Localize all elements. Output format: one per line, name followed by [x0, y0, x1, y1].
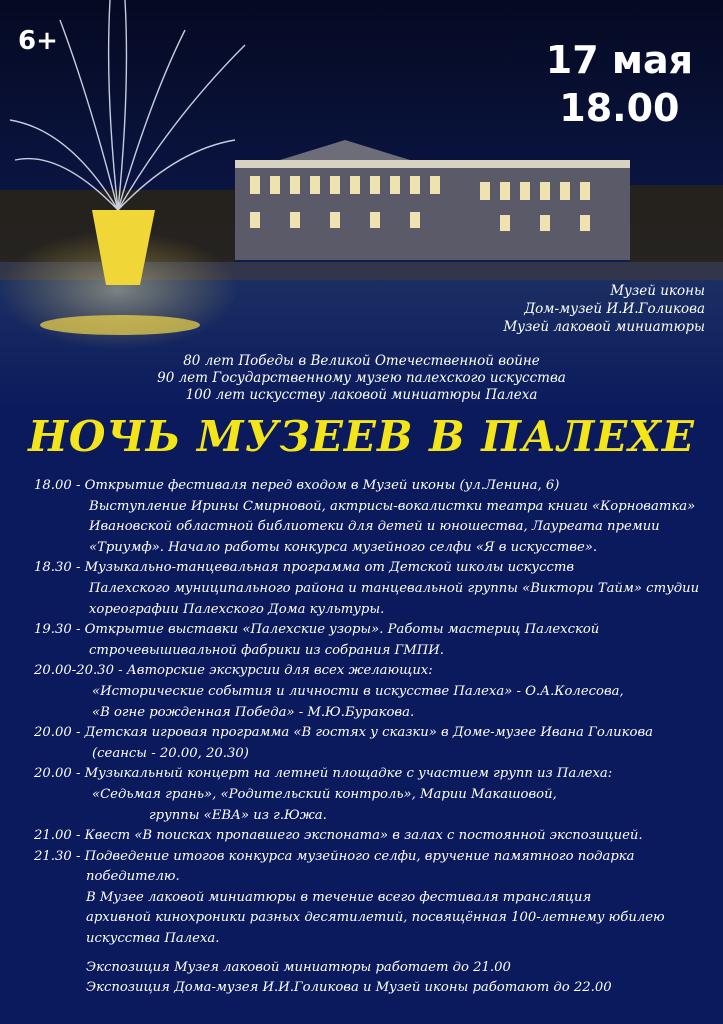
program-line: 18.00 - Открытие фестиваля перед входом в Музей иконы (ул.Ленина, 6): [34, 478, 560, 493]
program-line: Экспозиция Музея лаковой миниатюры работает до 21.00: [86, 959, 511, 975]
anniversary-line: 90 лет Государственному музею палехского искусства: [157, 370, 566, 386]
program-line: Палехского муниципального района и танцевальной группы «Виктори Тайм» студии: [89, 580, 700, 596]
anniversary-line: 100 лет искусству лаковой миниатюры Палеха: [185, 387, 538, 403]
program-line: хореографии Палехского Дома культуры.: [89, 601, 385, 617]
event-date-time: [546, 36, 693, 132]
museum-building: [235, 160, 630, 260]
program-line: «Исторические события и личности в искусстве Палеха» - О.А.Колесова,: [92, 683, 624, 699]
program-line: В Музее лаковой миниатюры в течение всего фестиваля трансляция: [86, 889, 592, 905]
program-line: искусства Палеха.: [86, 931, 220, 947]
poster-title: НОЧЬ МУЗЕЕВ В ПАЛЕХЕ: [28, 412, 695, 461]
program-line: «В огне рожденная Победа» - М.Ю.Буракова.: [92, 704, 415, 720]
program-line: 20.00-20.30 - Авторские экскурсии для всех желающих:: [34, 663, 433, 679]
program-line: 18.30 - Музыкально-танцевальная программа от Детской школы искусств: [34, 560, 575, 576]
program-line: «Триумф». Начало работы конкурса музейного селфи «Я в искусстве».: [89, 539, 598, 555]
museum-item: Музей лаковой миниатюры: [503, 319, 705, 335]
museum-item: Дом-музей И.И.Голикова: [524, 301, 705, 317]
program-line: 19.30 - Открытие выставки «Палехские узоры». Работы мастериц Палехской: [34, 622, 600, 638]
anniversaries: [0, 353, 723, 404]
program-line: (сеансы - 20.00, 20.30): [92, 745, 249, 761]
program-line: 21.00 - Квест «В поисках пропавшего экспоната» в залах с постоянной экспозицией.: [34, 828, 643, 844]
program-line: группы «ЕВА» из г.Южа.: [149, 807, 327, 823]
event-time: 18.00: [559, 86, 680, 130]
program-line: строчевышивальной фабрики из собрания ГМПИ.: [89, 642, 444, 658]
program-line: Ивановской областной библиотеки для детей и юношества, Лауреата премии: [89, 519, 660, 535]
program-line: победителю.: [86, 869, 180, 885]
program-line: Выступление Ирины Смирновой, актрисы-вокалистки театра книги «Корноватка»: [89, 498, 696, 514]
program-schedule: [34, 476, 714, 999]
anniversary-line: 80 лет Победы в Великой Отечественной войне: [183, 353, 540, 369]
program-line: 21.30 - Подведение итогов конкурса музейного селфи, вручение памятного подарка: [34, 848, 635, 864]
program-line: 20.00 - Детская игровая программа «В гостях у сказки» в Доме-музее Ивана Голикова: [34, 725, 654, 741]
program-line: Экспозиция Дома-музея И.И.Голикова и Музей иконы работают до 22.00: [86, 980, 612, 996]
program-line: 20.00 - Музыкальный концерт на летней площадке с участием групп из Палеха:: [34, 766, 613, 782]
program-line: «Седьмая грань», «Родительский контроль», Марии Макашовой,: [92, 786, 557, 802]
museum-item: Музей иконы: [610, 283, 705, 299]
museum-list: [503, 282, 705, 336]
spacer: [34, 950, 714, 958]
event-date: 17 мая: [545, 38, 693, 82]
program-line: архивной кинохроники разных десятилетий, посвящённая 100-летнему юбилею: [86, 910, 665, 926]
age-rating-badge: 6+: [18, 26, 58, 56]
